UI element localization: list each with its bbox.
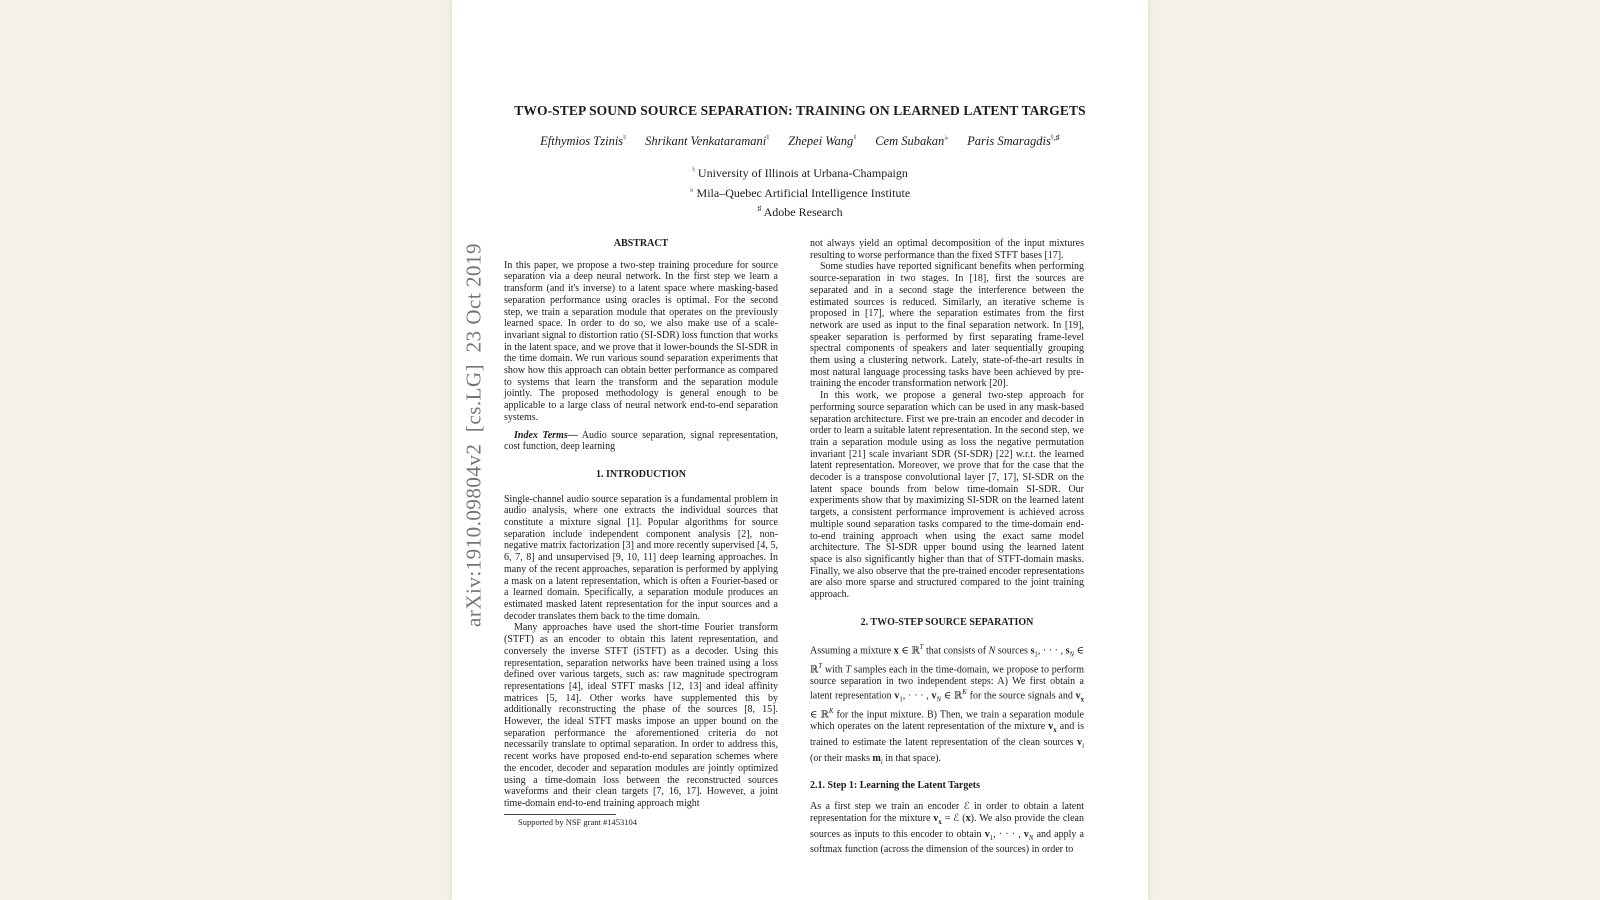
- index-terms: [504, 430, 778, 453]
- author-affiliation-mark: ♮: [766, 133, 770, 142]
- affiliation-text: University of Illinois at Urbana-Champaign: [694, 166, 908, 180]
- affiliation-1: [452, 162, 1148, 182]
- intro-paragraph-2: Many approaches have used the short-time Fourier transform (STFT) as an encoder to obtain this latent representation, and conversely the inverse STFT (iSTFT) as a decoder. Using this representation, separation networks have been trained using a loss defined over various targets, such as: raw magnitude spectrogram representations [4], ideal STFT masks [12, 13] and ideal affinity matrices [5, 14]. Other works have supplemented this by additionally reconstructing the phase of the sources [8, 15]. However, the ideal STFT masks impose an upper bound on the separation performance the aforementioned criteria do not necessarily translate to optimal separation. In order to address this, recent works have proposed end-to-end separation schemes where the encoder, decoder and separation modules are jointly optimized using a time-domain loss between the reconstructed sources waveforms and their clean targets [7, 16, 17]. However, a joint time-domain end-to-end training approach might: [504, 622, 778, 809]
- abstract-text: In this paper, we propose a two-step training procedure for source separation via a deep neural network. In the first step we learn a transform (and it's inverse) to a latent space where masking-based separation performance using oracles is optimal. For the second step, we train a separation module that operates on the previously learned space. In order to do so, we also make use of a scale-invariant signal to distortion ratio (SI-SDR) loss function that works in the latent space, and we prove that it lower-bounds the SI-SDR in the time domain. We run various sound separation experiments that show how this approach can obtain better performance as compared to systems that learn the transform and the separation module jointly. The proposed methodology is general enough to be applicable to a large class of neural network end-to-end separation systems.: [504, 259, 778, 423]
- author-1: [540, 132, 626, 149]
- author-name: Efthymios Tzinis: [540, 134, 624, 149]
- affiliation-mark: ♭: [689, 184, 694, 194]
- section-2-paragraph: Assuming a mixture x ∈ ℝ$^T$ that consists of N sources $s_1$, · · · , $s_N$ ∈ ℝ$^T$ with T samples each in the time-domain, we propose to perform source separation in two independent steps: A) We first obtain a latent representation $v_1$, · · · , $v_N$ ∈ ℝ$^K$ for the source signals and $v_x$ ∈ ℝ$^K$ for the input mixture. B) Then, we train a separation module which operates on the latent representation of the mixture $v_x$ and is trained to estimate the latent representation of the clean sources $v_i$ (or their masks $m_i$ in that space).: [810, 643, 1085, 766]
- authors-line: [452, 132, 1148, 149]
- index-terms-text: Audio source separation, signal representation, cost function, deep learning: [504, 429, 778, 453]
- author-affiliation-mark: ♮: [853, 133, 857, 142]
- col2-paragraph-2: Some studies have reported significant benefits when performing source-separation in two stages. In [18], first the sources are separated and in a second stage the interference between the estimated sources is reduced. Similarly, an iterative scheme is proposed in [17], where the separation estimates from the first network are used as input to the final separation network. In [19], speaker separation is performed by first separating frame-level spectral components of speakers and later sequentially grouping them using a clustering network. Lately, state-of-the-art results in most natural language processing tasks have been achieved by pre-training the encoder transformation network [20].: [810, 261, 1084, 390]
- footnote-text: Supported by NSF grant #1453104: [518, 816, 637, 827]
- author-3: [788, 132, 856, 149]
- intro-paragraph-1: Single-channel audio source separation is a fundamental problem in audio analysis, where one extracts the individual sources that constitute a mixture signal [1]. Popular algorithms for source separation include independent component analysis [2], non-negative matrix factorization [3] and more recently supervised [4, 5, 6, 7, 8] and unsupervised [9, 10, 11] deep learning approaches. In many of the recent approaches, separation is performed by applying a mask on a latent representation, which is often a Fourier-based or a learned domain. Specifically, a separation module produces an estimated masked latent representation for the input sources and a decoder translates them back to the time domain.: [504, 493, 778, 622]
- author-4: [875, 132, 948, 149]
- paper-page: [452, 0, 1148, 900]
- paper-title: TWO-STEP SOUND SOURCE SEPARATION: TRAINING ON LEARNED LATENT TARGETS: [514, 103, 1086, 118]
- author-5: [967, 132, 1060, 149]
- author-name: Shrikant Venkataramani: [645, 134, 767, 149]
- affiliation-2: [452, 182, 1148, 202]
- col2-paragraph-3: In this work, we propose a general two-step approach for performing source separation which can be used in any mask-based separation architecture. First we pre-train an encoder and decoder in order to learn a suitable latent representation. In the second step, we train a separation module using as loss the negative permutation invariant [21] scale invariant SDR (SI-SDR) [22] w.r.t. the learned latent representation. Moreover, we prove that for the case that the decoder is a transpose convolutional layer [7, 17], SI-SDR on the latent space bounds from below time-domain SI-SDR. Our experiments show that by maximizing SI-SDR on the learned latent targets, a consistent performance improvement is achieved across multiple sound separation tasks compared to the time-domain end-to-end training approach when using the exact same model architecture. The SI-SDR upper bound using the learned latent space is also significantly higher than that of STFT-domain masks. Finally, we also observe that the pre-trained encoder representations are also more sparse and structured compared to the joint training approach.: [810, 390, 1084, 601]
- footnote-block: [504, 814, 778, 829]
- section-2-heading: 2. TWO-STEP SOURCE SEPARATION: [860, 616, 1034, 628]
- author-affiliation-mark: ♭: [944, 133, 949, 142]
- section-2-1-paragraph: As a first step we train an encoder ℰ in order to obtain a latent representation for the mixture $v_x$ = ℰ (x). We also provide the clean sources as inputs to this encoder to obtain $v_1$, · · · , $v_N$ and apply a softmax function (across the dimension of the sources) in order to: [810, 801, 1084, 856]
- author-affiliation-mark: ♮: [623, 133, 627, 142]
- index-terms-label: Index Terms—: [514, 429, 578, 441]
- affiliations-block: [452, 162, 1148, 221]
- author-name: Cem Subakan: [875, 134, 945, 149]
- footnote-rule: [504, 814, 616, 815]
- right-column: [810, 238, 1084, 856]
- affiliation-mark: ♯: [757, 204, 762, 213]
- col2-paragraph-1: not always yield an optimal decomposition of the input mixtures resulting to worse performance than the fixed STFT bases [17].: [810, 238, 1084, 261]
- affiliation-mark: ♮: [692, 165, 695, 174]
- affiliation-text: Mila–Quebec Artificial Intelligence Institute: [693, 185, 911, 200]
- section-2-1-heading: 2.1. Step 1: Learning the Latent Targets: [810, 780, 980, 792]
- author-name: Paris Smaragdis: [967, 134, 1051, 149]
- left-column: [504, 238, 778, 828]
- arxiv-watermark: arXiv:1910.09804v2 [cs.LG] 23 Oct 2019: [461, 243, 486, 627]
- affiliation-text: Adobe Research: [761, 205, 843, 219]
- section-1-heading: 1. INTRODUCTION: [595, 468, 686, 480]
- author-2: [645, 132, 769, 149]
- affiliation-3: [452, 201, 1148, 221]
- author-affiliation-mark: ♮,♯: [1050, 133, 1060, 142]
- abstract-heading: ABSTRACT: [613, 238, 669, 249]
- author-name: Zhepei Wang: [788, 134, 854, 149]
